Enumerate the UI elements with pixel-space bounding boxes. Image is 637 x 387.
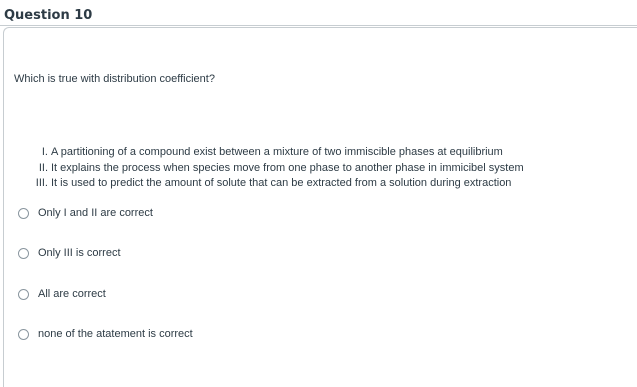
question-title: Question 10 bbox=[4, 8, 93, 23]
question-text: Which is true with distribution coefficient? bbox=[14, 73, 215, 85]
answer-option-2[interactable] bbox=[18, 245, 121, 261]
statement-number: I. bbox=[41, 146, 48, 158]
radio-button[interactable] bbox=[18, 289, 29, 300]
statement-text: It is used to predict the amount of solute that can be extracted from a solution during extraction bbox=[51, 177, 512, 189]
statement-list bbox=[30, 145, 524, 192]
answer-label[interactable]: none of the atatement is correct bbox=[38, 328, 193, 340]
question-header bbox=[0, 0, 637, 26]
answer-option-1[interactable] bbox=[18, 205, 153, 221]
statement-number: II. bbox=[38, 161, 48, 174]
radio-button[interactable] bbox=[18, 208, 29, 219]
radio-button[interactable] bbox=[18, 248, 29, 259]
statement-item bbox=[30, 161, 524, 177]
statement-item bbox=[30, 145, 524, 161]
statement-item bbox=[30, 176, 524, 192]
statement-number: III. bbox=[35, 177, 48, 189]
statement-text: A partitioning of a compound exist between a mixture of two immiscible phases at equilibrium bbox=[51, 146, 503, 158]
answer-label[interactable]: Only I and II are correct bbox=[38, 207, 153, 219]
answer-option-3[interactable] bbox=[18, 286, 106, 302]
answer-option-4[interactable] bbox=[18, 326, 193, 342]
answer-label[interactable]: Only III is correct bbox=[38, 247, 121, 259]
statement-text: It explains the process when species move from one phase to another phase in immicibel system bbox=[51, 161, 524, 174]
radio-button[interactable] bbox=[18, 329, 29, 340]
answer-label[interactable]: All are correct bbox=[38, 288, 106, 300]
